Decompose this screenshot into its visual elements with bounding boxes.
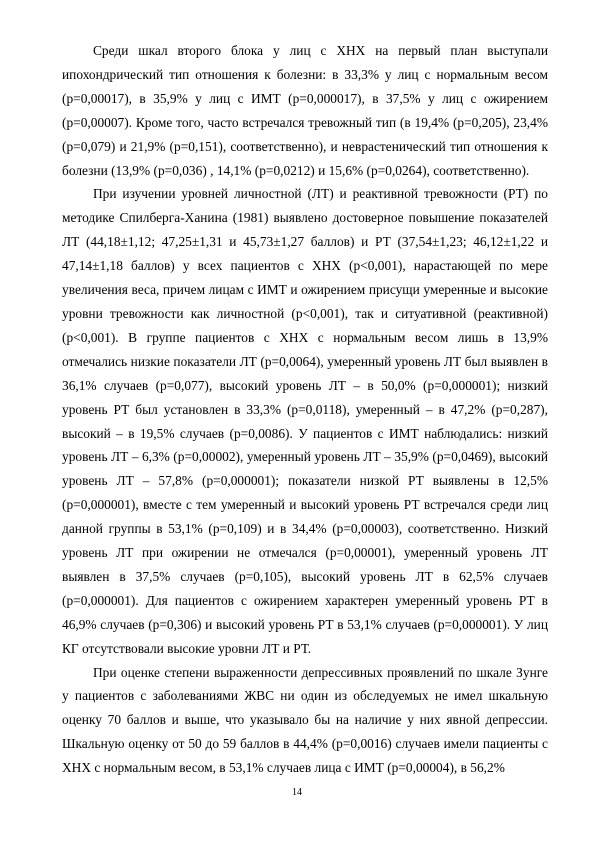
body-text xyxy=(62,39,548,780)
paragraph-depression-scale: При оценке степени выраженности депрессивных проявлений по шкале Зунге у пациентов с заболеваниями ЖВС ни один из обследуемых не имел шкальную оценку 70 баллов и выше, что указывало бы на наличие у них явной депрессии. Шкальную оценку от 50 до 59 баллов в 44,4% (р=0,0016) случаев имели пациенты с ХНХ с нормальным весом, в 53,1% случаев лица с ИМТ (р=0,00004), в 56,2% xyxy=(62,664,548,776)
page-number: 14 xyxy=(292,787,302,798)
paragraph-anxiety-levels: При изучении уровней личностной (ЛТ) и реактивной тревожности (РТ) по методике Спилберга-Ханина (1981) выявлено достоверное повышение показателей ЛТ (44,18±1,12; 47,25±1,31 и 45,73±1,27 баллов) и РТ (37,54±1,23; 46,12±1,22 и 47,14±1,18 баллов) у всех пациентов с ХНХ (р<0,001), нарастающей по мере увеличения веса, причем лицам с ИМТ и ожирением присущи умеренные и высокие уровни тревожности как личностной (р<0,001), так и ситуативной (реактивной) (р<0,001). В группе пациентов с ХНХ с нормальным весом лишь в 13,9% отмечались низкие показатели ЛТ (р=0,0064), умеренный уровень ЛТ был выявлен в 36,1% случаев (р=0,077), высокий уровень ЛТ – в 50,0% (р=0,000001); низкий уровень РТ был установлен в 33,3% (р=0,0118), умеренный – в 47,2% (р=0,287), высокий – в 19,5% случаев (р=0,0086). У пациентов с ИМТ наблюдались: низкий уровень ЛТ – 6,3% (р=0,00002), умеренный уровень ЛТ – 35,9% (р=0,0469), высокий уровень ЛТ – 57,8% (р=0,000001); показатели низкой РТ выявлены в 12,5% (р=0,000001), вместе с тем умеренный и высокий уровень РТ встречался среди лиц данной группы в 53,1% (р=0,109) и в 34,4% (р=0,00003), соответственно. Низкий уровень ЛТ при ожирении не отмечался (р=0,00001), умеренный уровень ЛТ выявлен в 37,5% случаев (р=0,105), высокий уровень ЛТ в 62,5% случаев (р=0,000001). Для пациентов с ожирением характерен умеренный уровень РТ в 46,9% случаев (р=0,306) и высокий уровень РТ в 53,1% случаев (р=0,000001). У лиц КГ отсутствовали высокие уровни ЛТ и РТ. xyxy=(62,186,548,656)
paragraph-attitude-to-illness: Среди шкал второго блока у лиц с ХНХ на первый план выступали ипохондрический тип отношения к болезни: в 33,3% у лиц с нормальным весом (р=0,00017), в 35,9% у лиц с ИМТ (р=0,000017), в 37,5% у лиц с ожирением (р=0,00007). Кроме того, часто встречался тревожный тип (в 19,4% (р=0,205), 23,4% (р=0,079) и 21,9% (р=0,151), соответственно), и неврастенический тип отношения к болезни (13,9% (р=0,036) , 14,1% (р=0,0212) и 15,6% (р=0,0264), соответственно). xyxy=(62,43,548,178)
